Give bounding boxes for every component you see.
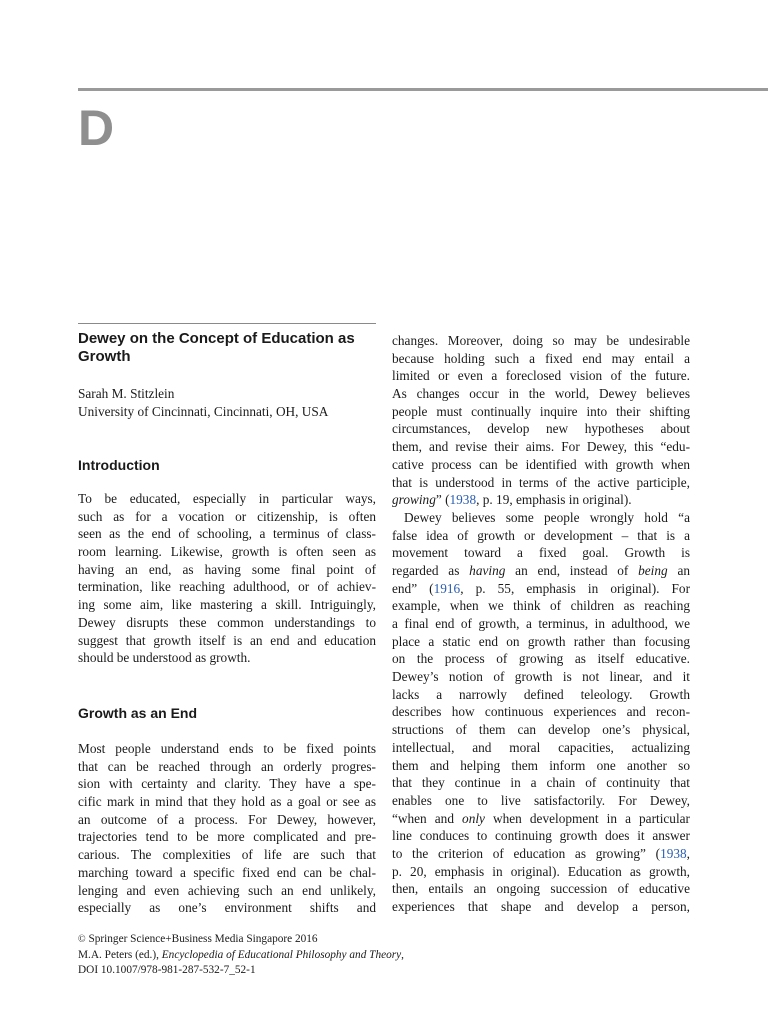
citation-link-1938[interactable]: 1938 <box>660 845 687 861</box>
text-line: ing some aim, like mastering a skill. Intriguingly, <box>78 597 376 613</box>
text-fragment: , <box>686 845 690 861</box>
text-line: sion with certainty and clarity. They have a spe- <box>78 776 376 792</box>
title-rule <box>78 323 376 324</box>
citation-link-1938[interactable]: 1938 <box>449 492 477 508</box>
text-line: an outcome of a process. For Dewey, however, <box>78 811 376 827</box>
text-line: them and helping them inform one another so <box>392 757 690 773</box>
text-line: especially as one’s environment shifts and <box>78 900 376 916</box>
entry-title: Dewey on the Concept of Education as Growth <box>78 330 355 365</box>
text-line: place a static end on growth rather than focusing <box>392 633 690 649</box>
italic-having: having <box>469 562 506 578</box>
text-line: p. 20, emphasis in original). Education as growth, <box>392 863 690 879</box>
text-line: that can be reached through an orderly progres- <box>78 758 376 774</box>
text-line: experiences that shape and develop a person, <box>392 899 690 914</box>
growth-as-end-heading: Growth as an End <box>78 705 198 721</box>
text-fragment: to the criterion of education as growing” ( <box>392 845 661 861</box>
text-line <box>392 845 690 863</box>
right-column-text <box>392 332 690 916</box>
text-line <box>392 810 690 828</box>
editor-text: M.A. Peters (ed.), <box>78 948 162 961</box>
text-line: should be understood as growth. <box>78 650 251 666</box>
copyright-text: Springer Science+Business Media Singapore 2016 <box>88 933 318 945</box>
text-fragment: , p. 55, emphasis in original). For <box>460 580 690 596</box>
text-line: Dewey’s notion of growth is not linear, and it <box>392 669 690 685</box>
text-line: marching toward a specific fixed end can be chal- <box>78 864 376 880</box>
text-line: suggest that growth itself is an end and education <box>78 632 376 648</box>
text-line: carious. The complexities of life are such that <box>78 847 376 863</box>
text-line: movement toward a fixed goal. Growth is <box>392 545 690 561</box>
text-line: them, and revise their aims. For Dewey, this “edu- <box>392 439 690 455</box>
editor-end: , <box>401 948 404 961</box>
top-rule <box>78 88 768 91</box>
doi-line: DOI 10.1007/978-981-287-532-7_52-1 <box>78 964 256 976</box>
text-line: seen as the end of schooling, a terminus of class- <box>78 526 376 542</box>
text-line: example, when we think of children as reaching <box>392 598 690 614</box>
text-line: such as for a vocation or citizenship, is often <box>78 508 376 524</box>
text-line: lenging and even achieving such an end unlikely, <box>78 882 376 898</box>
text-fragment: end” ( <box>392 580 434 596</box>
text-line: intellectual, and moral capacities, actualizing <box>392 739 690 755</box>
text-line <box>392 580 690 598</box>
text-line: that they continue in a chain of continuity that <box>392 775 690 791</box>
text-fragment: an end, instead of <box>505 562 639 578</box>
introduction-heading: Introduction <box>78 457 160 473</box>
copyright-symbol: © <box>78 934 86 945</box>
text-line: enables one to live satisfactorily. For Dewey, <box>392 792 690 808</box>
text-line: people must continually inquire into their shifting <box>392 403 690 419</box>
text-line: cific mark in mind that they hold as a goal or see as <box>78 794 376 810</box>
text-fragment: “when and <box>392 810 463 826</box>
author-affiliation: University of Cincinnati, Cincinnati, OH, USA <box>78 404 329 419</box>
text-fragment: an <box>667 562 690 578</box>
section-letter: D <box>78 100 115 156</box>
citation-line <box>78 948 678 964</box>
text-line: To be educated, especially in particular ways, <box>78 491 376 506</box>
text-line: Dewey disrupts these common understandings to <box>78 614 376 630</box>
text-line: Most people understand ends to be fixed points <box>78 741 376 756</box>
text-line: As changes occur in the world, Dewey believes <box>392 386 690 402</box>
text-line: describes how continuous experiences and recon- <box>392 704 690 720</box>
text-line <box>392 562 690 580</box>
text-line: having an end, as having some final point of <box>78 561 376 577</box>
text-line: termination, like reaching adulthood, or of achiev- <box>78 579 376 595</box>
text-line: Dewey believes some people wrongly hold “a <box>404 509 690 525</box>
author-name: Sarah M. Stitzlein <box>78 386 175 401</box>
text-line: false idea of growth or development – that is a <box>392 527 690 543</box>
text-fragment: regarded as <box>392 562 470 578</box>
text-line <box>392 491 690 509</box>
text-line: trajectories tend to be more complicated and pre- <box>78 829 376 845</box>
introduction-paragraph <box>78 490 376 667</box>
text-line: limited or even a foreclosed vision of the future. <box>392 368 690 384</box>
citation-link-1916[interactable]: 1916 <box>433 580 461 596</box>
text-line: because holding such a fixed end may entail a <box>392 350 690 366</box>
copyright-line <box>78 932 678 948</box>
text-line: circumstances, develop new hypotheses about <box>392 421 690 437</box>
text-line: room learning. Likewise, growth is often seen as <box>78 544 376 560</box>
text-fragment: when development in a particular <box>484 810 690 826</box>
quote-close: ” ( <box>435 492 450 508</box>
book-title: Encyclopedia of Educational Philosophy and Theory <box>161 948 402 961</box>
italic-only: only <box>462 810 485 826</box>
text-line: structions of them can develop one’s physical, <box>392 722 690 738</box>
text-line: then, entails an ongoing succession of educative <box>392 881 690 897</box>
italic-growing: growing <box>392 492 436 508</box>
italic-being: being <box>638 562 668 578</box>
text-line: cative process can be identified with growth when <box>392 456 690 472</box>
citation-rest: , p. 19, emphasis in original). <box>476 492 632 508</box>
text-line: that is understood in terms of the active participle, <box>392 474 690 490</box>
text-line: changes. Moreover, doing so may be undesirable <box>392 333 690 348</box>
growth-as-end-paragraph <box>78 740 376 917</box>
text-line: line conduces to continuing growth does it answer <box>392 828 690 844</box>
text-line: lacks a narrowly defined teleology. Growth <box>392 686 690 702</box>
text-line: a final end of growth, a terminus, in adulthood, we <box>392 616 690 631</box>
text-line: on the process of growing as itself educative. <box>392 651 690 667</box>
page-footer <box>78 932 678 979</box>
